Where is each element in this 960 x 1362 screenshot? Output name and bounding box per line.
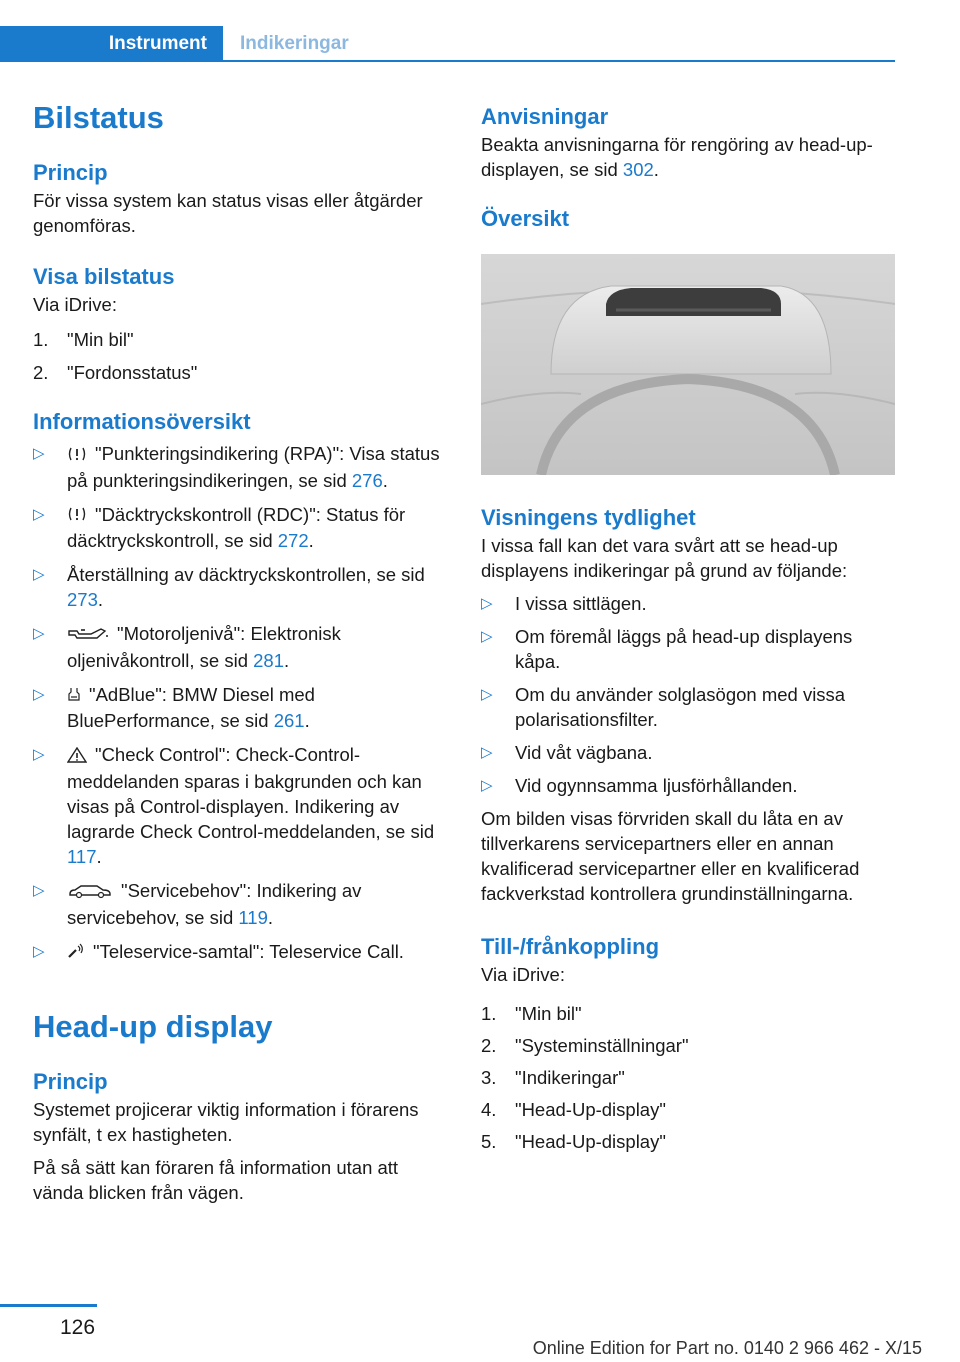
bullet-triangle-icon: ▷ [33,685,45,703]
anvisningar-text [481,132,895,182]
warning-triangle-icon [67,744,87,769]
list-item [481,624,895,674]
heading-anvisningar: Anvisningar [481,104,609,129]
list-number: 5. [481,1131,497,1152]
list-item [481,1129,895,1154]
item-text: Vid ogynnsamma ljusförhållanden. [515,775,798,796]
list-item [481,1065,895,1090]
list-item [481,591,895,616]
list-number: 3. [481,1067,497,1088]
heading-princip-hud: Princip [33,1069,108,1095]
item-tail: . [308,530,314,552]
list-text: "Head-Up-display" [515,1131,666,1152]
list-item [33,878,447,930]
edition-note: Online Edition for Part no. 0140 2 966 462 - X/15 [532,1338,922,1358]
hud-text-1: Systemet projicerar viktig information i förarens synfält, t ex hastigheten. [33,1099,419,1146]
list-item [33,502,447,554]
tydlighet-list [481,591,895,798]
bullet-triangle-icon: ▷ [481,744,493,761]
list-item [481,773,895,798]
item-text: "Servicebehov": Indikering av servicebehov, se sid [67,880,362,928]
item-text: "Däcktryckskontroll (RDC)": Status för däcktryckskontroll, se sid [67,503,406,552]
page-link[interactable]: 261 [273,710,305,732]
left-column [33,96,447,1205]
list-item [481,682,895,732]
section-title-bilstatus: Bilstatus [33,100,164,135]
bullet-triangle-icon: ▷ [33,445,45,462]
item-text: "Punkteringsindikering (RPA)": Visa status på punkteringsindikeringen, se sid [67,443,440,491]
bullet-triangle-icon: ▷ [33,942,45,960]
item-text: Om du använder solglasögon med vissa polarisationsfilter. [515,684,846,730]
hud-photo [481,254,895,475]
item-tail: . [304,710,310,732]
list-item [33,327,447,352]
page-link[interactable]: 272 [277,530,309,552]
list-item [481,1033,895,1058]
tire-warning-icon [67,443,87,468]
list-item [33,621,447,673]
list-number: 4. [481,1099,497,1120]
list-text: "Min bil" [67,329,134,350]
item-tail: . [97,589,104,611]
info-list [33,441,447,965]
list-text: "Systeminställningar" [515,1035,689,1056]
section-title-head-up-display: Head-up display [33,1009,273,1045]
bullet-triangle-icon: ▷ [33,566,45,584]
visa-list [33,327,447,385]
right-column [481,102,895,1154]
tydlighet-text: I vissa fall kan det vara svårt att se head-up displayens indikeringar på grund av följande: [481,535,848,581]
hud-text-2: På så sätt kan föraren få information utan att vända blicken från vägen. [33,1157,399,1204]
page-header [0,0,960,64]
bullet-triangle-icon: ▷ [481,595,493,612]
item-tail: . [382,469,388,491]
item-tail: . [267,906,274,928]
item-text: "Motoroljenivå": Elektronisk oljenivåkontroll, se sid [67,623,341,671]
heading-oversikt: Översikt [481,206,570,231]
bullet-triangle-icon: ▷ [33,505,45,523]
heading-visa-bilstatus: Visa bilstatus [33,264,175,289]
list-number: 1. [481,1003,497,1024]
item-text: Vid våt vägbana. [515,742,653,763]
item-text: I vissa sittlägen. [515,593,647,614]
list-item [33,742,447,869]
item-text: Om föremål läggs på head-up displayens kåpa. [515,626,853,672]
heading-princip: Princip [33,160,108,185]
bullet-triangle-icon: ▷ [481,777,493,794]
bullet-triangle-icon: ▷ [33,625,45,643]
bullet-triangle-icon: ▷ [33,882,45,900]
list-text: "Head-Up-display" [515,1099,666,1120]
anv-text: Beakta anvisningarna för rengöring av head-up-displayen, se sid [481,134,873,180]
list-text: "Fordonsstatus" [67,362,198,383]
page-link[interactable]: 276 [351,469,383,491]
anv-tail: . [653,159,659,180]
visa-text: Via iDrive: [33,294,117,315]
tydlighet-text-2: Om bilden visas förvriden skall du låta en av tillverkarens servicepartners eller en annan kvalificerad servicepartner eller en kvalificerad fackverkstad kontrollera grundinställningarna. [481,808,860,904]
list-text: "Indikeringar" [515,1067,625,1088]
tire-pressure-icon [67,503,87,528]
list-item [33,360,447,385]
list-item [33,682,447,734]
item-text: Återställning av däcktryckskontrollen, se sid [67,564,425,586]
bullet-triangle-icon: ▷ [481,628,493,645]
item-tail: . [96,846,102,868]
list-item [481,1097,895,1122]
list-item [33,441,447,493]
item-text: "AdBlue": BMW Diesel med BluePerformance, se sid [67,683,315,732]
list-text: "Min bil" [515,1003,582,1024]
oil-can-icon [67,623,109,648]
bullet-triangle-icon: ▷ [481,686,493,703]
tab-indikeringar[interactable]: Indikeringar [240,33,349,54]
page-link[interactable]: 302 [622,159,654,180]
list-item [33,939,447,966]
list-number: 2. [481,1035,497,1056]
princip-text: För vissa system kan status visas eller åtgärder genomföras. [33,190,423,236]
tab-instrument[interactable]: Instrument [0,26,223,62]
page-link[interactable]: 119 [238,906,268,928]
heading-till-frankoppling: Till-/frånkoppling [481,934,660,959]
item-text: "Check Control": Check-Control-meddelanden sparas i bakgrunden och kan visas på Control-displayen. Indikering av lagrarde Check Control-meddelanden, se sid [67,744,435,843]
till-text: Via iDrive: [481,964,565,985]
item-text: "Teleservice-samtal": Teleservice Call. [93,940,404,962]
footer-rule [0,1304,97,1307]
list-item [481,1001,895,1026]
list-item [481,740,895,765]
heading-visningens-tydlighet: Visningens tydlighet [481,505,696,530]
page-number: 126 [60,1316,96,1339]
till-list [481,1001,895,1154]
list-item [33,562,447,612]
item-tail: . [284,649,290,671]
car-service-icon [67,880,113,905]
page-link[interactable]: 281 [253,649,284,671]
list-number: 1. [33,329,49,350]
list-number: 2. [33,362,49,383]
page-link[interactable]: 273 [67,589,98,611]
header-rule [223,60,895,62]
page-link[interactable]: 117 [67,846,97,868]
heading-informationsoversikt: Informationsöversikt [33,409,251,434]
adblue-icon [67,683,81,708]
bullet-triangle-icon: ▷ [33,746,45,764]
teleservice-icon [67,940,85,965]
